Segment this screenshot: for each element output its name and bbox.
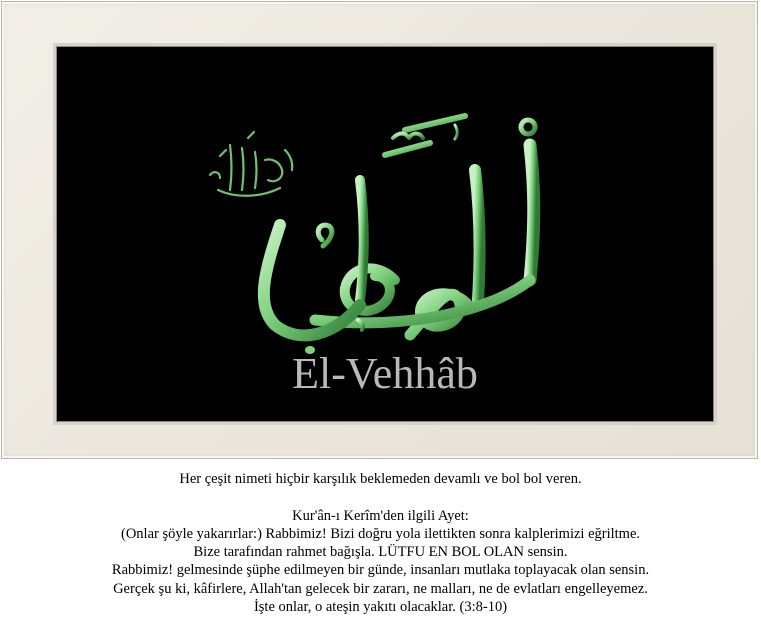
jalla-jalaluhu-icon <box>210 132 292 196</box>
meaning-text: Her çeşit nimeti hiçbir karşılık beklemeden devamlı ve bol bol veren. <box>179 471 582 487</box>
name-caption: El-Vehhâb <box>292 349 478 398</box>
verse-line: Bize tarafından rahmet bağışla. LÜTFU EN BOL OLAN sensin. <box>193 544 568 561</box>
picture-frame <box>1 1 758 459</box>
verse-line: Rabbimiz! gelmesinde şüphe edilmeyen bir günde, insanları mutlaka toplayacak olan sensin. <box>111 562 650 579</box>
verse-heading: Kur'ân-ı Kerîm'den ilgili Ayet: <box>292 507 469 524</box>
verse-line: İşte onlar, o ateşin yakıtı olacaklar. (3:8-10) <box>253 599 508 616</box>
description-section <box>0 470 761 616</box>
artwork-panel <box>53 43 717 425</box>
verse-line: (Onlar şöyle yakarırlar:) Rabbimiz! Bizi doğru yola ilettikten sonra kalplerimizi eğriltme. <box>120 525 641 542</box>
calligraphy-artwork <box>60 50 710 418</box>
verse-line: Gerçek şu ki, kâfirlere, Allah'tan gelecek bir zararı, ne malları, ne de evlatları engelleyemez. <box>113 580 648 597</box>
spacer <box>0 488 761 506</box>
